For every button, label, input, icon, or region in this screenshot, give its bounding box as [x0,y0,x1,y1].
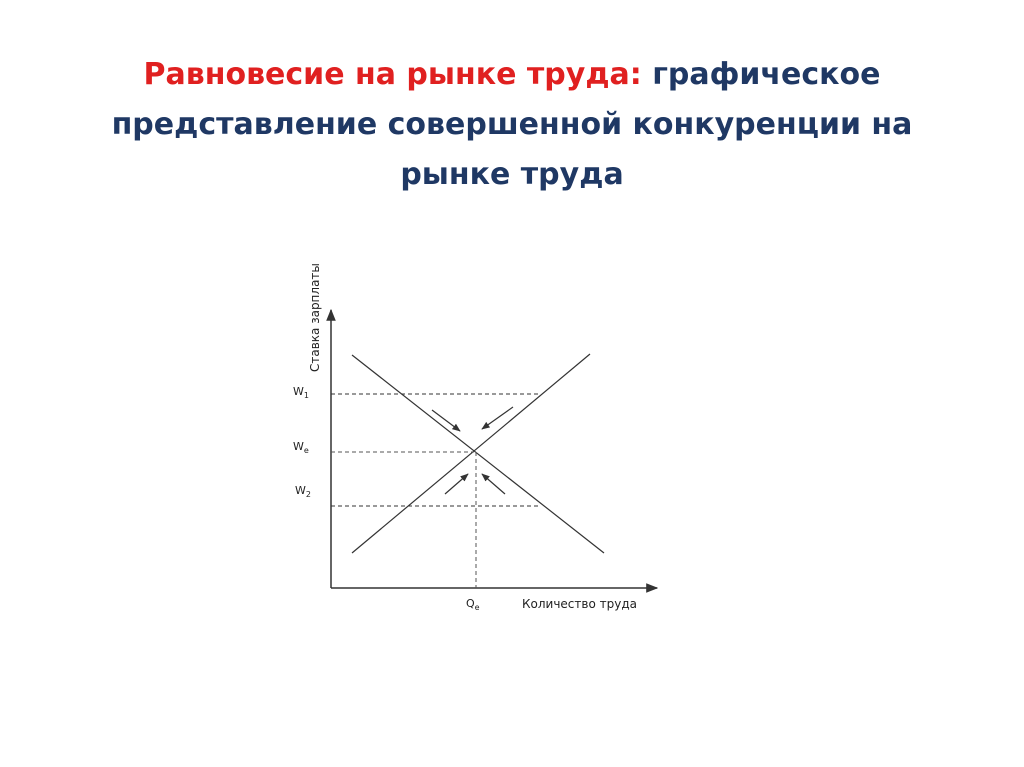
qe-label [466,597,480,612]
qe-subscript: e [474,603,480,612]
arrow-down-left [482,407,513,429]
arrow-up-left [482,474,505,494]
w1-subscript: 1 [303,391,309,400]
slide-title-accent: Равновесие на рынке труда: [143,57,642,92]
w1-letter: W [293,385,304,398]
we-label [293,440,309,455]
supply-curve [352,354,590,553]
w2-subscript: 2 [305,490,311,499]
slide-title-rest: графическое представление совершенной конкуренции на рынке труда [111,57,913,192]
w2-label [295,484,311,499]
y-axis-label: Ставка зарплаты [308,263,322,372]
we-subscript: e [303,446,309,455]
demand-curve [352,355,604,553]
qe-letter: Q [466,597,475,610]
w2-letter: W [295,484,306,497]
arrow-up-right [445,474,468,494]
we-letter: W [293,440,304,453]
x-axis-label: Количество труда [522,597,637,611]
w1-label [293,385,309,400]
